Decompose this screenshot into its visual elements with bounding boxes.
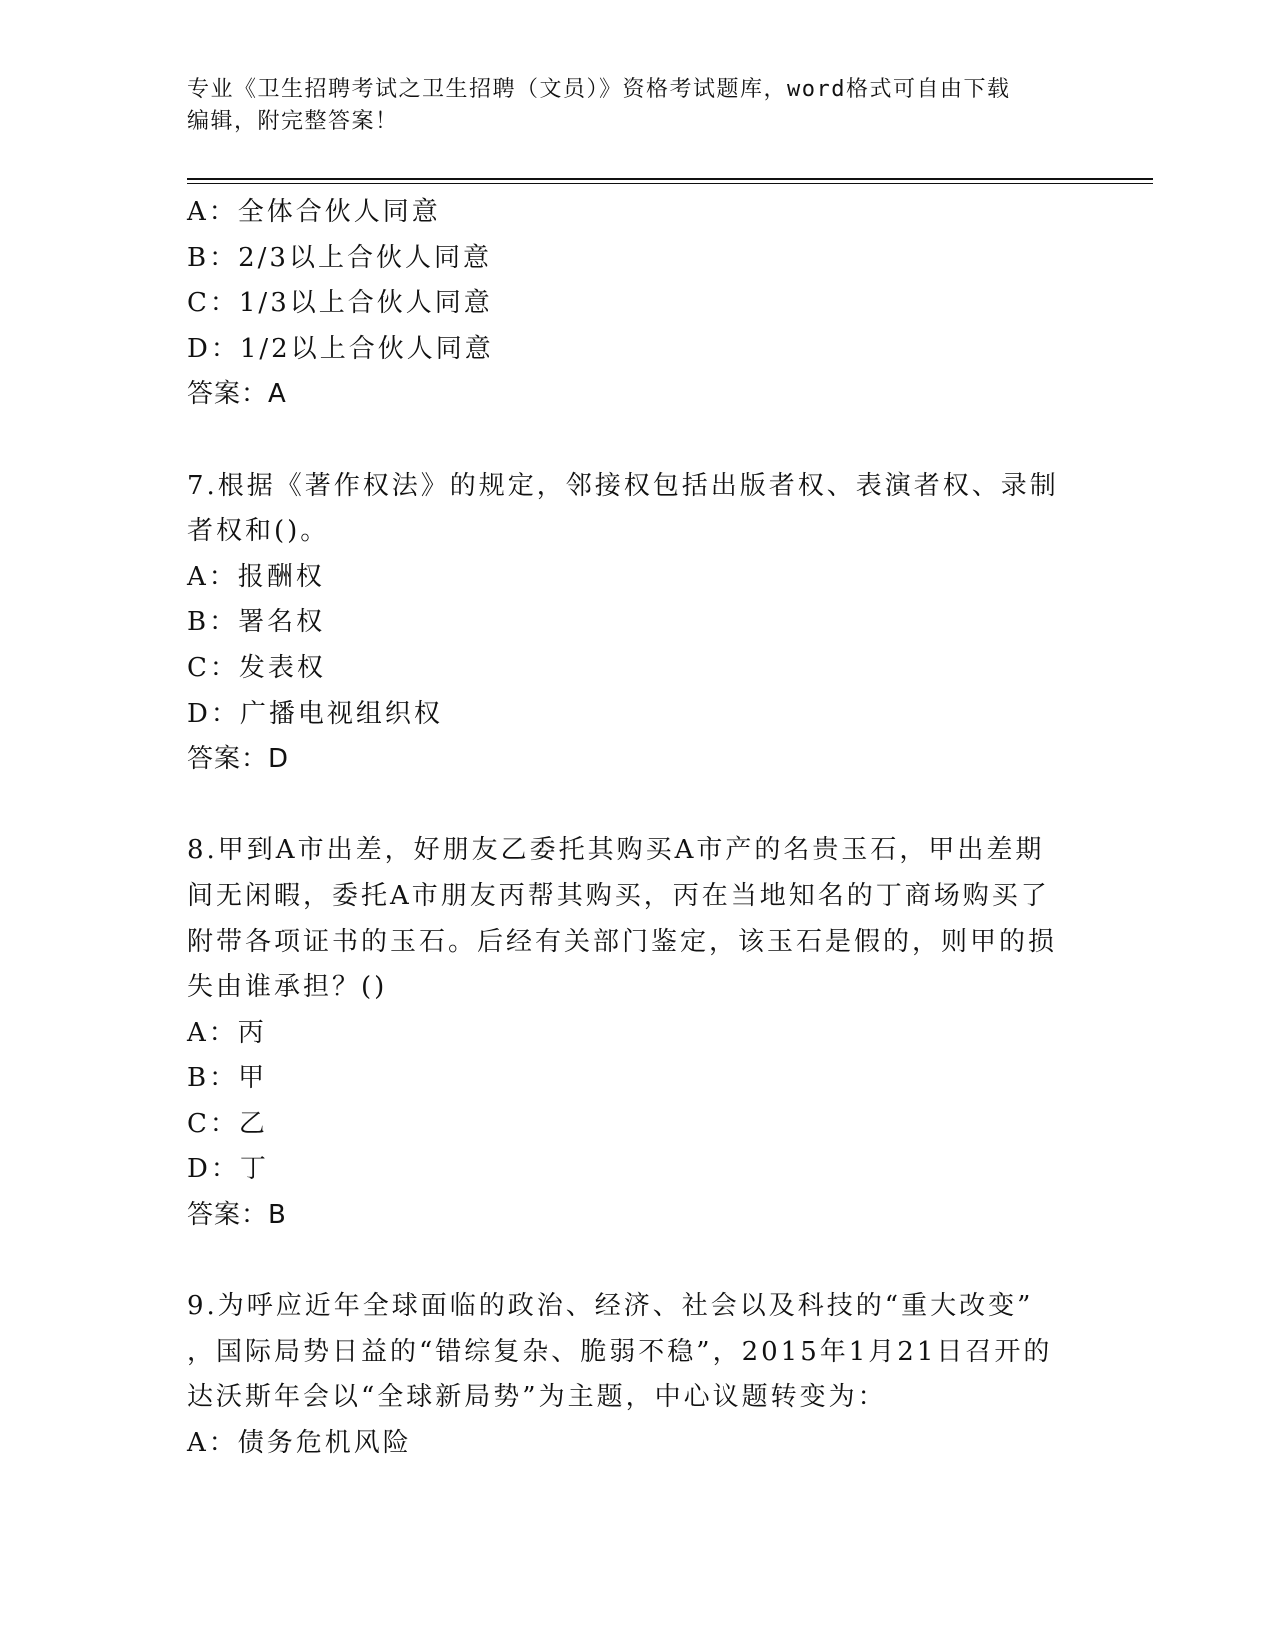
spacer xyxy=(187,783,1087,829)
question-text-line: 8.甲到A市出差，好朋友乙委托其购买A市产的名贵玉石，甲出差期 xyxy=(187,835,1045,866)
option-b: B：2/3以上合伙人同意 xyxy=(187,242,492,273)
option-d: D：广播电视组织权 xyxy=(187,698,443,729)
question-content xyxy=(187,190,1087,1467)
question-6 xyxy=(187,190,1087,418)
answer-line: 答案：D xyxy=(187,744,290,775)
answer-line: 答案：A xyxy=(187,379,287,410)
option-c: C：乙 xyxy=(187,1108,268,1139)
header-divider-thick xyxy=(187,178,1153,180)
option-d: D：丁 xyxy=(187,1154,269,1185)
option-d: D：1/2以上合伙人同意 xyxy=(187,333,494,364)
spacer xyxy=(187,418,1087,464)
option-b: B：甲 xyxy=(187,1063,268,1094)
option-a: A：债务危机风险 xyxy=(187,1428,412,1459)
option-a: A：报酬权 xyxy=(187,561,325,592)
option-c: C：1/3以上合伙人同意 xyxy=(187,288,493,319)
question-text-line: 达沃斯年会以“全球新局势”为主题，中心议题转变为： xyxy=(187,1382,887,1413)
question-text-line: 失由谁承担？() xyxy=(187,972,388,1003)
question-text-line: 者权和()。 xyxy=(187,516,330,547)
header-line-2: 编辑，附完整答案！ xyxy=(187,109,399,134)
question-7 xyxy=(187,464,1087,783)
option-a: A：丙 xyxy=(187,1017,267,1048)
document-header xyxy=(187,74,1087,138)
question-text-line: ，国际局势日益的“错综复杂、脆弱不稳”，2015年1月21日召开的 xyxy=(187,1336,1053,1367)
question-9 xyxy=(187,1284,1087,1466)
option-b: B：署名权 xyxy=(187,607,326,638)
spacer xyxy=(187,1239,1087,1285)
answer-line: 答案：B xyxy=(187,1200,287,1231)
option-c: C：发表权 xyxy=(187,652,326,683)
question-text-line: 7.根据《著作权法》的规定，邻接权包括出版者权、表演者权、录制 xyxy=(187,470,1059,501)
header-divider-thin xyxy=(187,183,1153,184)
option-a: A：全体合伙人同意 xyxy=(187,197,441,227)
question-text-line: 附带各项证书的玉石。后经有关部门鉴定，该玉石是假的，则甲的损 xyxy=(187,926,1058,957)
question-text-line: 9.为呼应近年全球面临的政治、经济、社会以及科技的“重大改变” xyxy=(187,1291,1034,1322)
question-8 xyxy=(187,828,1087,1238)
question-text-line: 间无闲暇，委托A市朋友丙帮其购买，丙在当地知名的丁商场购买了 xyxy=(187,880,1050,911)
header-line-1: 专业《卫生招聘考试之卫生招聘（文员）》资格考试题库，word格式可自由下载 xyxy=(187,77,1011,102)
